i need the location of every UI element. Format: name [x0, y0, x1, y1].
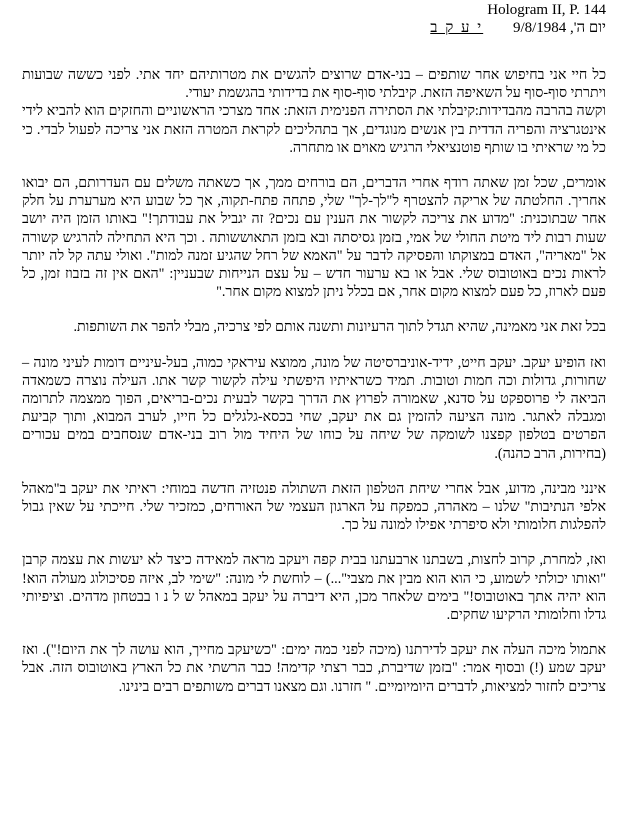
paragraph: כל חיי אני בחיפוש אחר שותפים – בני-אדם שרוצים להגשים את מטרותיהם יחד אתי. לפני כששה שבועות ויתרתי סוף-סוף על השאיפה הזאת. קיבלתי סוף-סוף את בדידותי בהגשמת יעודי. וקשה בהרבה מהבדידות:קיבלתי את הסתירה הפנימית הזאת: אחד מצרכי הראשוניים והחזקים הוא להביא לידי אינטגרציה והפריה הדדית בין אנשים מנוגדים, אך בתהליכים לקראת המטרה הזאת אני צריכה לפעול לבדי. כי כל מי שראיתי בו שותף פוטנציאלי הרגיש מאוים או מתחרה. — [22, 67, 606, 156]
source-reference: Hologram II, P. 144 — [487, 2, 606, 18]
paragraph: בכל זאת אני מאמינה, שהיא תגדל לתוך הרעיונות ותשנה אותם לפי צרכיה, מבלי להפר את השותפות. — [73, 319, 606, 336]
document-header — [306, 2, 606, 37]
document-body — [22, 66, 606, 713]
paragraph: אומרים, שכל זמן שאתה רודף אחרי הדברים, הם בורחים ממך, אך כשאתה משלים עם העדרותם, הם יבואו אחריך. החלטתה של אריקה להצטרף ל"לך-לך" שלי, פתחה פתח-תקוה, אך כל שבוע היא מערערת על חלק אחר שבתוכנית: "מדוע את צריכה לקשור את הענין עם נכים? זה יגביל את עבודתך!" באותו הזמן היה יושב שעות רבות ליד מיטת החולי של אמי, בזמן גסיסתה ובא בזמן התאוששותה . וכך היא התחילה להרגיש קשורה אל "מאריה", האדם במצוקתו והפסיקה לדבר על "האמא של רחל שהגיע זמנה למות". ואולי עתה קל לה יותר לראות נכים באוטובוס שלי. אבל או בא ערעור חדש – על עצם הנייחות שבעניין: "האם אין זה בזבוז זמן, כל פעם לארוז, כל פעם למצוא מקום אחר, אם בכלל ניתן למצוא מקום אחר." — [22, 175, 606, 301]
day-label: יום ה', — [570, 20, 606, 36]
paragraph: אתמול מיכה העלה את יעקב לדירתנו (מיכה לפני כמה ימים: "כשיעקב מחייך, הוא עושה לך את היום!"). ואז יעקב שמע (!) ובסוף אמר: "בזמן שדיברת, כבר רצתי קדימה! כבר הרשתי את כל הארץ באוטובוס הזה. אבל צריכים לחזור למציאות, לדברים היומיומיים. " חזרנו. וגם מצאנו דברים משותפים רבים בינינו. — [22, 642, 606, 695]
paragraph: ואז הופיע יעקב. יעקב חייט, ידיד-אוניברסיטה של מונה, ממוצא עיראקי כמוה, בעל-עיניים דומות לעיני מונה – שחורות, גדולות וכה חמות וטובות. תמיד כשראיתיו היפשתי עילה לקשור קשר אתו. העילה נוצרה כשמאדה הביאה לי פרוספקט על סדנא, שאמורה לפרוץ את הדרך בקשר לבעית נכים-בריאים, הפוך ממצמה לתרומה ומגבלה לאתגר. מונה הציעה להזמין גם את יעקב, שחי בכסא-גלגלים כל חייו, לערב המבוא, ותוך קביעת הפרטים בטלפון קפצנו לשומקה של שיחה על כוחו של היחיד מול רוב בני-אדם שנסחבים במים עכורים (בחירות, הרב כהנה). — [22, 354, 606, 462]
date: 9/8/1984 — [512, 20, 567, 36]
subject-name: י ע ק ב — [430, 20, 484, 36]
paragraph: ואז, למחרת, קרוב לחצות, בשבתנו ארבעתנו בבית קפה ויעקב מראה למאידה כיצד לא יעשות את עצמה קרבן "ואותו יכולתי לשמוע, כי הוא הוא מבין את מצבי"...) – לוחשת לי מונה: "שימי לב, איזה פסיכולוג מעולה הוא! הוא יהיה אתך באוטובוס!" בימים שלאחר מכן, היא דיברה על יעקב במאהל ש ל נ ו בבטחון מדהים. וציפיותי גדלו וחלומותי הרקיעו שחקים. — [22, 552, 606, 624]
paragraph: אינני מבינה, מדוע, אבל אחרי שיחת הטלפון הזאת השתולה פנטזיה חדשה במוחי: ראיתי את יעקב ב"מאהל אלפי הנתיבות" שלנו – מאהרה, כמפקח על הארגון העצמי של האורחים, כמזכיר שלי. חייכתי על שאין גבול להפלגות חלומותי ולא סיפרתי אפילו למונה על כך. — [22, 480, 606, 534]
date-line — [306, 19, 606, 37]
